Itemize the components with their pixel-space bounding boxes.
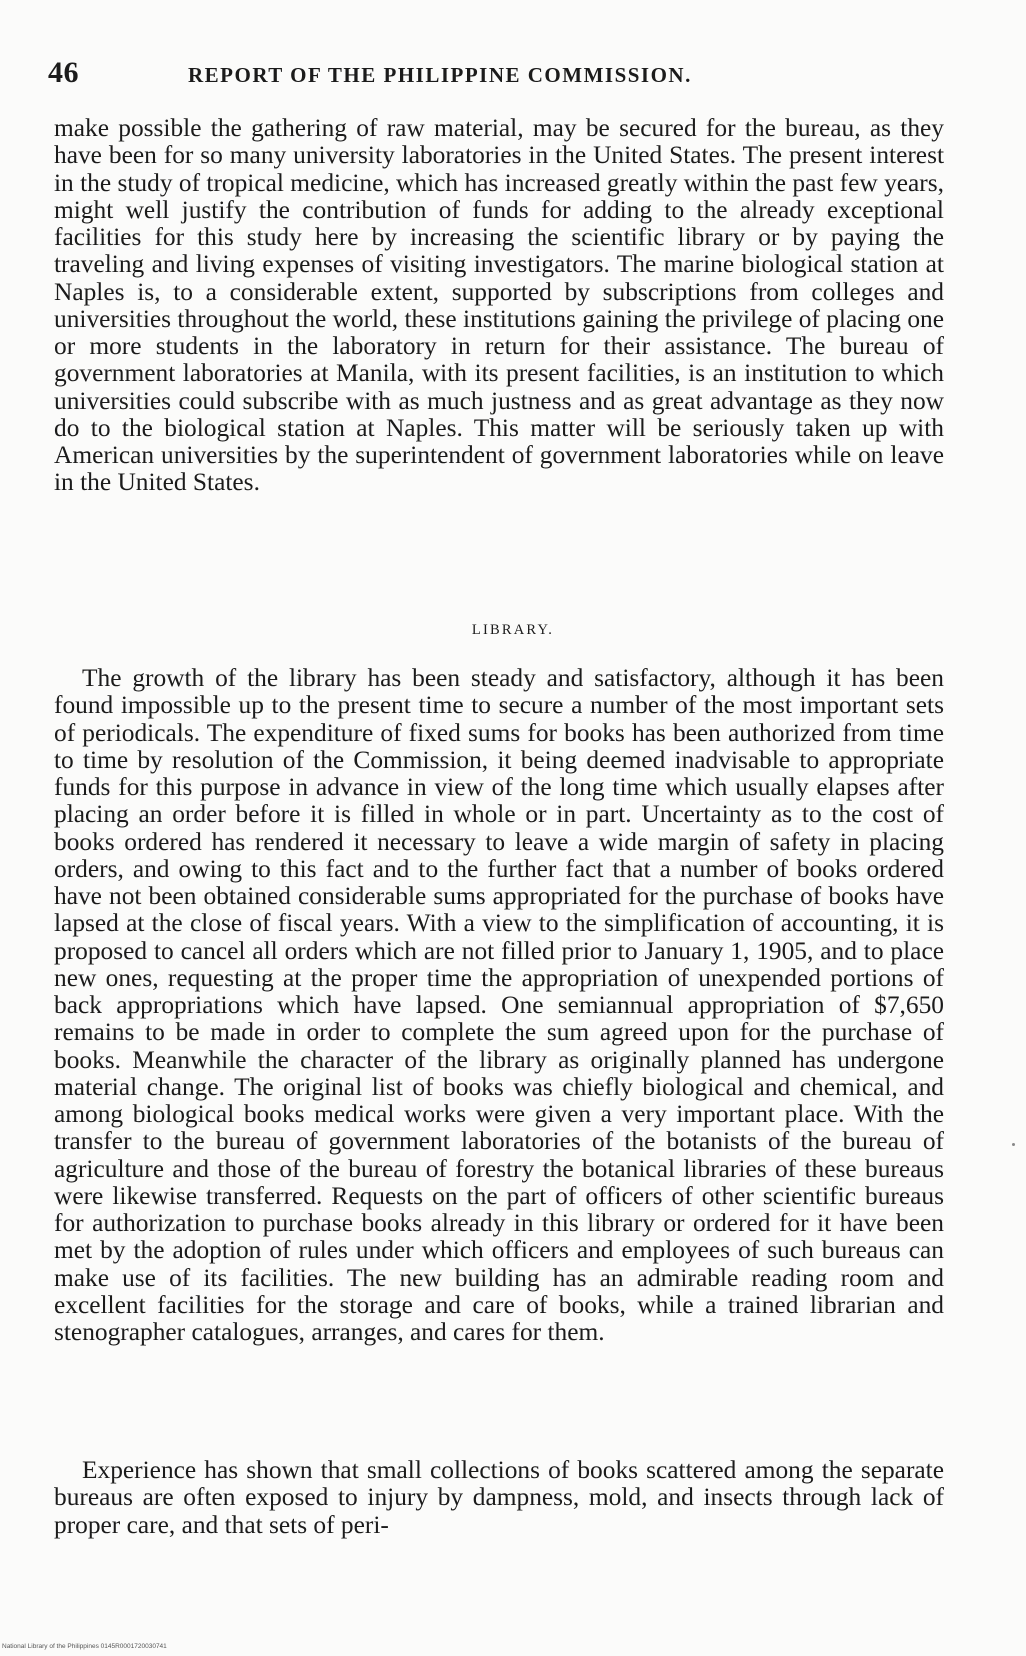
running-title: REPORT OF THE PHILIPPINE COMMISSION. [188, 63, 692, 87]
scan-speck [1012, 1143, 1015, 1146]
page-number: 46 [48, 56, 79, 89]
experience-paragraph [54, 1457, 944, 1539]
scan-footer-id: National Library of the Philippines 0145R0001720030741 [2, 1643, 167, 1650]
page-header [48, 56, 948, 96]
section-heading-library: LIBRARY. [471, 622, 555, 638]
intro-paragraph-text: make possible the gathering of raw material, may be secured for the bureau, as they have been for so many university laboratories in the United States. The present interest in the study of tropical medicine, which has increased greatly within the past few years, might well justify the contribution of funds for adding to the already exceptional facilities for this study here by increasing the scientific library or by paying the traveling and living expenses of visiting investigators. The marine biological station at Naples is, to a considerable extent, supported by subscriptions from colleges and universities throughout the world, these institutions gaining the privilege of placing one or more students in the laboratory in return for their assistance. The bureau of government laboratories at Manila, with its present facilities, is an institution to which universities could subscribe with as much justness and as great advantage as they now do to the biological station at Naples. This matter will be seriously taken up with American universities by the superintendent of government laboratories while on leave in the United States. [54, 114, 944, 497]
experience-text: Experience has shown that small collections of books scattered among the separate bureaus are often exposed to injury by dampness, mold, and insects through lack of proper care, and that sets of peri- [54, 1456, 944, 1539]
library-growth-paragraph [54, 665, 944, 1346]
library-growth-text: The growth of the library has been steady and satisfactory, although it has been found impossible up to the present time to secure a number of the most important sets of periodicals. The expenditure of fixed sums for books has been authorized from time to time by resolution of the Commission, it being deemed inadvisable to appropriate funds for this purpose in advance in view of the long time which usually elapses after placing an order before it is filled in whole or in part. Uncertainty as to the cost of books ordered has rendered it necessary to leave a wide margin of safety in placing orders, and owing to this fact and to the further fact that a number of books ordered have not been obtained considerable sums appropriated for the purchase of books have lapsed at the close of fiscal years. With a view to the simplification of accounting, it is proposed to cancel all orders which are not filled prior to January 1, 1905, and to place new ones, requesting at the proper time the appropriation of unexpended portions of back appropriations which have lapsed. One semiannual appropriation of $7,650 remains to be made in order to complete the sum agreed upon for the purchase of books. Meanwhile the character of the library as originally planned has undergone material change. The original list of books was chiefly biological and chemical, and among biological books medical works were given a very important place. With the transfer to the bureau of government laboratories of the botanists of the bureau of agriculture and those of the bureau of forestry the botanical libraries of these bureaus were likewise transferred. Requests on the part of officers of other scientific bureaus for authorization to purchase books already in this library or ordered for it have been met by the adoption of rules under which officers and employees of such bureaus can make use of its facilities. The new building has an admirable reading room and excellent facilities for the storage and care of books, while a trained librarian and stenographer catalogues, arranges, and cares for them. [54, 664, 944, 1346]
intro-paragraph [54, 115, 944, 497]
